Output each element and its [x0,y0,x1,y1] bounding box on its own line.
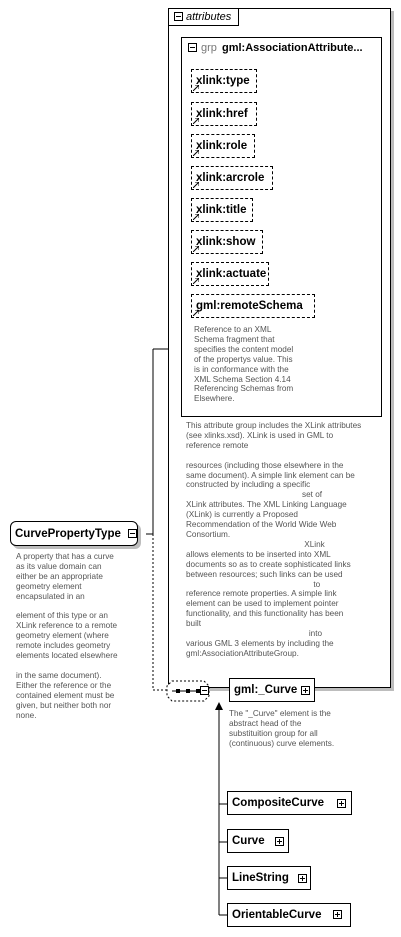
reference-arrow-icon [193,214,199,220]
collapse-icon[interactable] [174,12,183,21]
attribute-xlink-arcrole[interactable]: xlink:arcrole [191,166,273,190]
root-type-curve-property-type[interactable]: CurvePropertyType [10,521,138,546]
expand-icon[interactable] [337,799,346,808]
reference-arrow-icon [193,278,199,284]
attribute-xlink-href[interactable]: xlink:href [191,102,257,126]
attribute-xlink-role[interactable]: xlink:role [191,134,255,158]
curve-documentation: The "_Curve" element is the abstract head of the substituition group for all (continuous) curve elements. [229,709,335,748]
reference-arrow-icon [193,310,199,316]
expand-icon[interactable] [298,874,307,883]
collapse-icon[interactable] [200,686,209,695]
reference-arrow-icon [193,150,199,156]
root-type-documentation: A property that has a curve as its value domain can either be an appropriate geometry element encapsulated in an element of this type or an XLink reference to a remote geometry element (where remote includes geometry elements located elsewhere in the same document). Either the reference or the contained element must be given, but neither both nor none. [16,552,118,720]
attribute-xlink-type[interactable]: xlink:type [191,69,257,93]
expand-icon[interactable] [301,686,310,695]
reference-arrow-icon [193,246,199,252]
attribute-xlink-actuate[interactable]: xlink:actuate [191,262,269,286]
collapse-icon[interactable] [188,43,197,52]
attribute-gml-remote-schema[interactable]: gml:remoteSchema [191,294,315,318]
attribute-group-documentation: This attribute group includes the XLink attributes (see xlinks.xsd). XLink is used in GML to reference remote resources (including those elsewhere in the same document). A simple link element can be constructed by including a specific set of XLink attributes. The XML Linking Language (XLink) is currently a Proposed Recommendation of the World Wide Web Consortium. XLink allows elements to be inserted into XML documents so as to create sophisticated links between resources; such links can be used to reference remote properties. A simple link element can be used to implement pointer functionality, and this functionality has been built into various GML 3 elements by including the gml:AssociationAttributeGroup. [186,421,362,658]
element-curve[interactable]: Curve [227,829,289,853]
element-orientable-curve[interactable]: OrientableCurve [227,903,351,927]
attributes-title: attributes [186,11,232,23]
reference-arrow-icon [193,182,199,188]
element-gml-curve-abstract[interactable]: gml:_Curve [229,678,315,702]
element-line-string[interactable]: LineString [227,866,311,890]
group-prefix: grp [201,42,217,54]
remote-schema-documentation: Reference to an XML Schema fragment that specifies the content model of the propertys value. This is in conformance with the XML Schema Section 4.14 Referencing Schemas from Elsewhere. [194,325,294,404]
expand-icon[interactable] [275,837,284,846]
expand-icon[interactable] [333,910,342,919]
element-composite-curve[interactable]: CompositeCurve [227,791,352,815]
group-name: gml:AssociationAttribute... [222,42,363,54]
collapse-icon[interactable] [128,529,137,538]
attribute-xlink-show[interactable]: xlink:show [191,230,263,254]
attribute-xlink-title[interactable]: xlink:title [191,198,253,222]
reference-arrow-icon [193,85,199,91]
reference-arrow-icon [193,118,199,124]
